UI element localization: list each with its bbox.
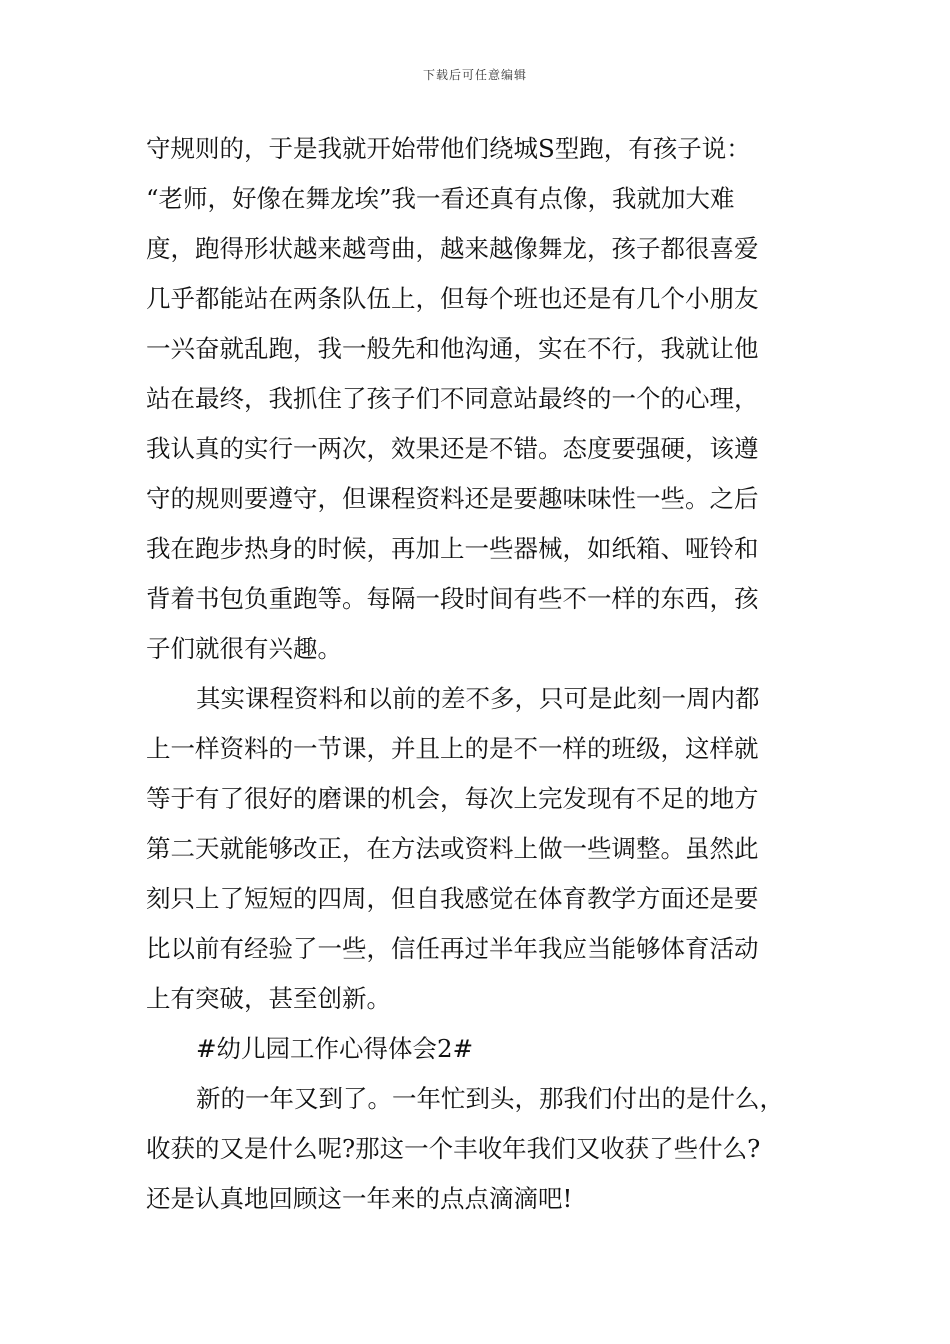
text-line: 刻只上了短短的四周，但自我感觉在体育教学方面还是要: [146, 884, 759, 913]
text-line: 几乎都能站在两条队伍上，但每个班也还是有几个小朋友: [146, 284, 759, 313]
text-line: 其实课程资料和以前的差不多，只可是此刻一周内都: [196, 684, 760, 713]
text-line: 等于有了很好的磨课的机会，每次上完发现有不足的地方: [146, 784, 759, 813]
text-line: 子们就很有兴趣。: [146, 634, 342, 663]
paragraph: [146, 674, 836, 1024]
text-line: 上一样资料的一节课，并且上的是不一样的班级，这样就: [146, 734, 759, 763]
text-line: 第二天就能够改正，在方法或资料上做一些调整。虽然此: [146, 834, 759, 863]
paragraph: [146, 1074, 836, 1224]
page-header: 下载后可任意编辑: [422, 68, 527, 82]
text-line: 我认真的实行一两次，效果还是不错。态度要强硬，该遵: [146, 434, 759, 463]
text-line: 度，跑得形状越来越弯曲，越来越像舞龙，孩子都很喜爱: [146, 234, 759, 263]
document-body: [146, 124, 836, 1224]
text-line: “老师，好像在舞龙埃”我一看还真有点像，我就加大难: [146, 184, 735, 213]
text-line: 站在最终，我抓住了孩子们不同意站最终的一个的心理，: [146, 384, 759, 413]
heading-text: #幼儿园工作心得体会2#: [196, 1034, 474, 1063]
section-heading: [146, 1024, 836, 1074]
text-line: 一兴奋就乱跑，我一般先和他沟通，实在不行，我就让他: [146, 334, 759, 363]
text-line: 守的规则要遵守，但课程资料还是要趣味味性一些。之后: [146, 484, 759, 513]
text-line: 上有突破，甚至创新。: [146, 984, 391, 1013]
text-line: 收获的又是什么呢?那这一个丰收年我们又收获了些什么?: [146, 1134, 761, 1163]
paragraph: [146, 124, 836, 674]
text-line: 我在跑步热身的时候，再加上一些器械，如纸箱、哑铃和: [146, 534, 759, 563]
text-line: 背着书包负重跑等。每隔一段时间有些不一样的东西，孩: [146, 584, 759, 613]
text-line: 比以前有经验了一些，信任再过半年我应当能够体育活动: [146, 934, 759, 963]
text-line: 新的一年又到了。一年忙到头，那我们付出的是什么，: [196, 1084, 784, 1113]
text-line: 守规则的，于是我就开始带他们绕城S型跑，有孩子说：: [146, 134, 751, 163]
text-line: 还是认真地回顾这一年来的点点滴滴吧!: [146, 1184, 573, 1213]
